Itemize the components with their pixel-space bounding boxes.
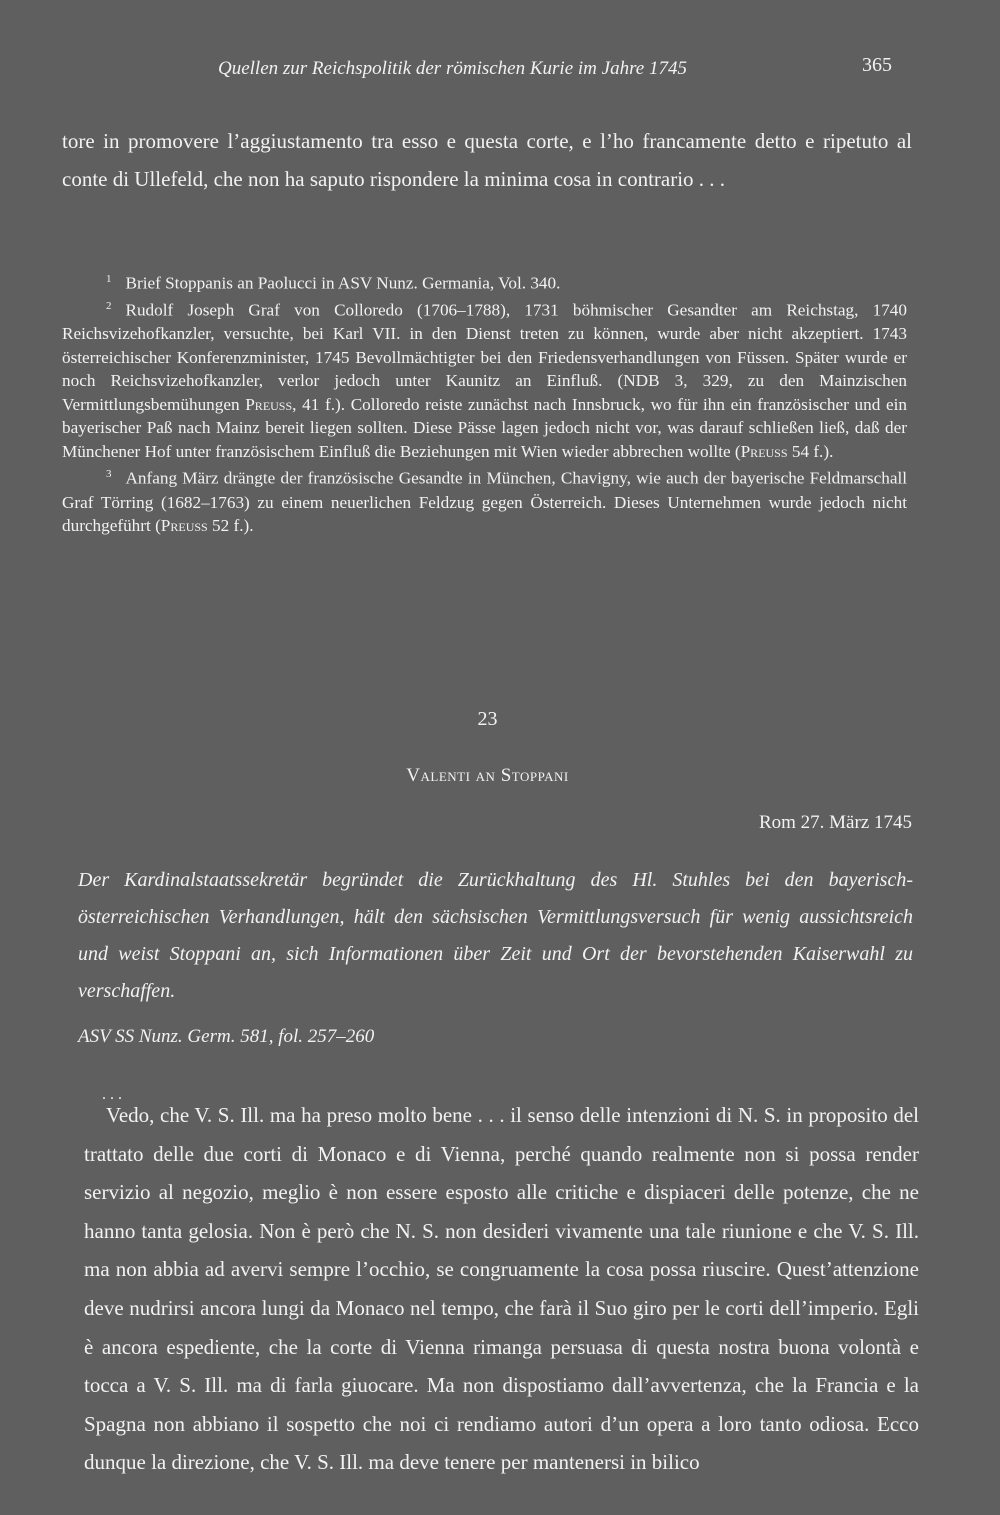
document-heading: Valenti an Stoppani xyxy=(406,765,569,786)
omission-mark: . . . xyxy=(102,1086,122,1103)
footnotes xyxy=(62,268,907,538)
footnote-marker: 2 xyxy=(106,300,112,313)
archival-source: ASV SS Nunz. Germ. 581, fol. 257–260 xyxy=(78,1026,375,1047)
running-title: Quellen zur Reichspolitik der römischen Kurie im Jahre 1745 xyxy=(218,58,687,79)
author-reference: Preuss xyxy=(160,516,208,536)
footnote-1 xyxy=(62,268,907,295)
footnote-3 xyxy=(62,463,907,537)
footnote-2 xyxy=(62,295,907,463)
footnote-text: Anfang März drängte der französische Gesandte in München, Chavigny, wie auch der bayerische Feldmarschall Graf Törring (1682–1763) zu einem neuerlichen Feldzug gegen Österreich. Dieses Unternehmen wurde jedoch nicht durchgeführt ( xyxy=(62,469,907,536)
footnote-text: , 41 f.). Colloredo reiste zunächst nach Innsbruck, wo für ihn ein französischer und ein bayerischer Paß nach Mainz bereit liegen sollten. Diese Pässe lagen jedoch nicht vor, was darauf schließen ließ, daß der Münchener Hof unter französischem Einfluß die Beziehungen mit Wien wieder abbrechen wollte ( xyxy=(62,394,907,461)
letter-paragraph: Vedo, che V. S. Ill. ma ha preso molto bene . . . il senso delle intenzioni di N. S. in proposito del trattato delle due corti di Monaco e di Vienna, perché quando realmente non si possa render servizio al negozio, meglio è non essere esposto alle critiche e dispiaceri delle potenze, che ne hanno tanta gelosia. Non è però che N. S. non desideri vivamente una tale riunione e che V. S. Ill. ma non abbia ad avervi sempre l’occhio, se congruamente la cosa possa riuscire. Quest’attenzione deve nudrirsi ancora lungi da Monaco nel tempo, che farà il Suo giro per le corti dell’imperio. Egli è ancora espediente, che la corte di Vienna rimanga persuasa di questa nostra buona volontà e tocca a V. S. Ill. ma di farla giuocare. Ma non dispostiamo dall’avvertenza, che la Francia e la Spagna non abbiano il sospetto che noi ci rendiamo autori d’un opera a loro tanto odiosa. Ecco dunque la direzione, che V. S. Ill. ma deve tenere per mantenersi in bilico xyxy=(84,1103,919,1475)
document-summary: Der Kardinalstaatssekretär begründet die Zurückhaltung des Hl. Stuhles bei den bayerisch-österreichischen Verhandlungen, hält den sächsischen Vermittlungsversuch für wenig aussichtsreich und weist Stoppani an, sich Informationen über Zeit und Ort der bevorstehenden Kaiserwahl zu verschaffen. xyxy=(78,869,913,1002)
footnote-text: Rudolf Joseph Graf von Colloredo (1706–1788), 1731 böhmischer Gesandter am Reichstag, 1740 Reichsvizehofkanzler, versuchte, bei Karl VII. in den Dienst treten zu können, wurde aber nicht akzeptiert. 1743 österreichischer Konferenzminister, 1745 Bevollmächtigter bei den Friedensverhandlungen von Füssen. Später wurde er noch Reichsvizehofkanzler, verlor jedoch unter Kaunitz an Einfluß. (NDB 3, 329, zu den Mainzischen Vermittlungsbemühungen xyxy=(62,300,907,414)
page-number: 365 xyxy=(862,54,892,76)
author-reference: Preuss xyxy=(245,394,293,414)
date-line: Rom 27. März 1745 xyxy=(758,812,912,833)
footnote-marker: 3 xyxy=(106,468,112,481)
footnote-marker: 1 xyxy=(106,273,112,285)
author-reference: Preuss xyxy=(740,441,788,461)
letter-text xyxy=(84,1096,919,1482)
footnote-text: 52 f.). xyxy=(207,516,254,536)
document-number: 23 xyxy=(477,708,498,730)
continuation-paragraph: tore in promovere l’aggiustamento tra esso e questa corte, e l’ho francamente detto e ripetuto al conte di Ullefeld, che non ha saputo rispondere la minima cosa in contrario . . . xyxy=(62,129,912,191)
footnote-text: Brief Stoppanis an Paolucci in ASV Nunz. Germania, Vol. 340. xyxy=(125,273,561,293)
footnote-text: 54 f.). xyxy=(787,441,834,461)
